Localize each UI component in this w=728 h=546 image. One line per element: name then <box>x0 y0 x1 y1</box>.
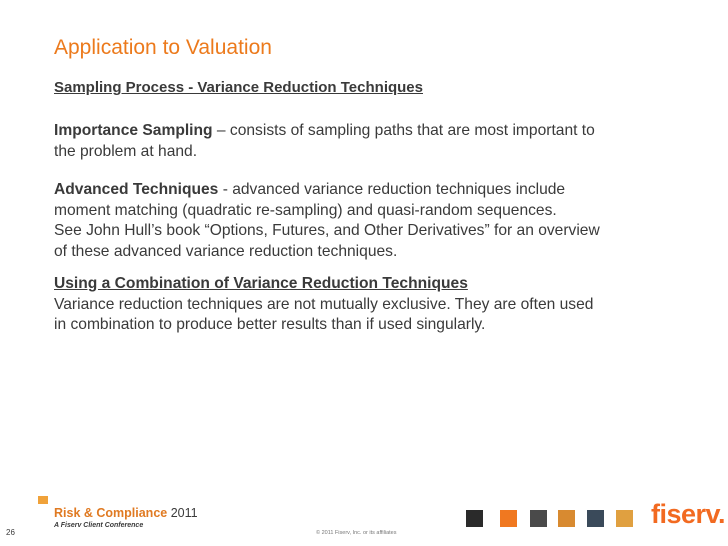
slide-subtitle: Sampling Process - Variance Reduction Techniques <box>54 79 423 96</box>
advanced-techniques-paragraph <box>54 180 694 262</box>
importance-heading: Importance Sampling <box>54 122 213 139</box>
combination-paragraph <box>54 274 694 336</box>
photo-thumbnail <box>530 510 547 527</box>
advanced-line-4: of these advanced variance reduction techniques. <box>54 242 398 260</box>
importance-sampling-paragraph <box>54 121 694 162</box>
advanced-line-3: See John Hull’s book “Options, Futures, and Other Derivatives” for an overview <box>54 222 600 239</box>
photo-thumbnail <box>500 510 517 527</box>
importance-line-1 <box>54 121 694 142</box>
photo-thumbnail <box>616 510 633 527</box>
conference-year: 2011 <box>167 506 198 520</box>
combination-line-2: in combination to produce better results than if used singularly. <box>54 316 486 333</box>
conference-logo <box>54 507 198 529</box>
importance-text-1: – consists of sampling paths that are most important to <box>212 122 595 139</box>
combination-heading: Using a Combination of Variance Reduction Techniques <box>54 275 468 292</box>
copyright-text: © 2011 Fiserv, Inc. or its affiliates <box>316 530 397 536</box>
photo-thumbnail <box>558 510 575 527</box>
conference-logo-mark <box>38 496 48 504</box>
combination-line-1: Variance reduction techniques are not mutually exclusive. They are often used <box>54 295 594 313</box>
advanced-heading: Advanced Techniques <box>54 181 219 198</box>
page-number: 26 <box>6 528 15 537</box>
fiserv-logo: fiserv. <box>651 499 726 529</box>
conference-tagline: A Fiserv Client Conference <box>54 521 144 529</box>
advanced-line-2: moment matching (quadratic re-sampling) and quasi-random sequences. <box>54 201 557 219</box>
conference-name: Risk & Compliance <box>54 506 168 520</box>
photo-thumbnail <box>587 510 604 527</box>
slide-title: Application to Valuation <box>54 36 272 59</box>
advanced-text-1: - advanced variance reduction techniques include <box>218 181 566 198</box>
advanced-line-1 <box>54 180 694 201</box>
photo-thumbnail <box>466 510 483 527</box>
importance-line-2: the problem at hand. <box>54 142 198 160</box>
